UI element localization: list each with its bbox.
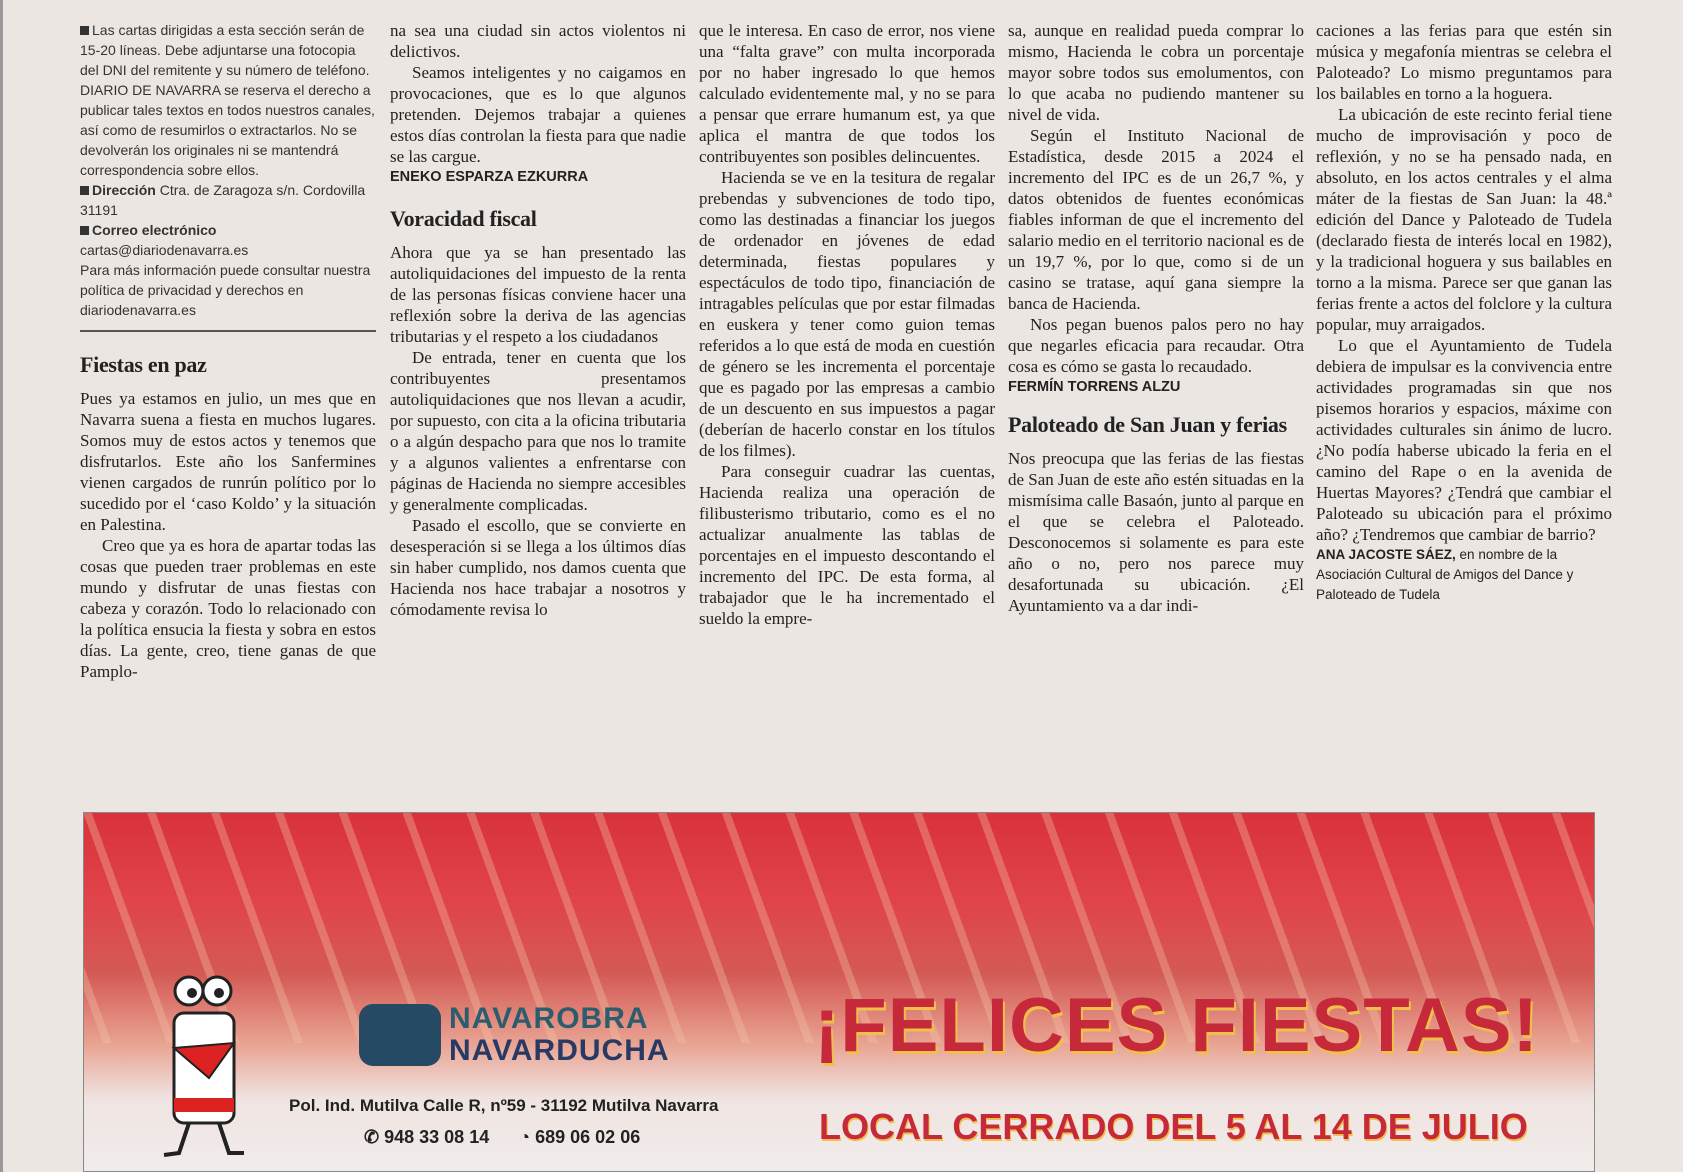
email-label: Correo electrónico (92, 222, 217, 238)
paragraph: La ubicación de este recinto ferial tiene mucho de improvisación y poco de reflexión, y no se ha pensado nada, en absoluto, en los actos centrales y el alma máter de la fiestas de San Juan: la 48.ª edición del Dance y Paloteado de Tudela (declarado fiesta de interés local en 1982), y la tradicional hoguera y sus bailables en torno a la misma. Parece ser que ganan las ferias frente a actos del folclore y la cultura popular, muy arraigados. (1316, 105, 1612, 334)
paragraph: Nos pegan buenos palos pero no hay que negarles eficacia para recaudar. Otra cosa es cómo se gasta lo recaudado. (1008, 315, 1304, 376)
brand-line-2: NAVARDUCHA (449, 1034, 670, 1067)
letter-title: Fiestas en paz (80, 352, 207, 377)
paragraph: na sea una ciudad sin actos violentos ni delictivos. (390, 21, 686, 61)
paragraph: sa, aunque en realidad pueda comprar lo mismo, Hacienda le cobra un porcentaje mayor sobre todos sus emolumentos, con lo que acaba no pudiendo mantener su nivel de vida. (1008, 21, 1304, 124)
paragraph: Creo que ya es hora de apartar todas las cosas que pueden traer problemas en este mundo y disfrutar de unas fiestas con cabeza y corazón. Todo lo relacionado con la política ensucia la fiesta y sobra en estos días. La gente, creo, tiene ganas de que Pamplo- (80, 536, 376, 681)
page-edge (0, 0, 3, 1172)
letter-author: FERMÍN TORRENS ALZU (1008, 379, 1181, 395)
paragraph: Nos preocupa que las ferias de las fiestas de San Juan de este año estén situadas en la mismísima calle Basaón, junto al parque en el que se celebra el Paloteado. Desconocemos si solamente es para este año o no, pero nos parece muy desafortunada su ubicación. ¿El Ayuntamiento va a dar indi- (1008, 449, 1305, 615)
submission-rules: Las cartas dirigidas a esta sección serán de 15-20 líneas. Debe adjuntarse una fotocopia del DNI del remitente y su número de teléfono. DIARIO DE NAVARRA se reserva el derecho a publicar tales textos en todos nuestros canales, así como de resumirlos o extractarlos. No se devolverán los originales ni se mantendrá correspondencia sobre ellos. (80, 22, 375, 178)
ad-address: Pol. Ind. Mutilva Calle R, nº59 - 31192 Mutilva Navarra (289, 1096, 719, 1115)
paragraph: que le interesa. En caso de error, nos viene una “falta grave” con multa incorporada por no haber ingresado lo que hemos calculado evidentemente mal, y no se para a pensar que errare humanum est, ya que aplica el mantra de que todos los contribuyentes son posibles delincuentes. (699, 21, 995, 166)
column-4 (1008, 20, 1304, 616)
letter-author: ENEKO ESPARZA EZKURRA (390, 169, 589, 185)
phone: ✆ 948 33 08 14 (364, 1127, 490, 1147)
address-label: Dirección (92, 182, 156, 198)
author-note: en nombre de la Asociación Cultural de Amigos del Dance y Paloteado de Tudela (1316, 547, 1574, 602)
paragraph: Lo que el Ayuntamiento de Tudela debiera de impulsar es la convivencia entre actividades programadas sin que nos pisemos horarios y espacios, máxime con actividades culturales sin ánimo de lucro. ¿No podía haberse ubicado la feria en el camino del Rape o en la avenida de Huertas Mayores? ¿Tendrá que cambiar el Paloteado su ubicación para el próximo año? ¿Tendremos que cambiar de barrio? (1316, 336, 1612, 544)
letter-title: Paloteado de San Juan y ferias (1008, 412, 1287, 437)
ad-subheadline: LOCAL CERRADO DEL 5 AL 14 DE JULIO (819, 1106, 1528, 1147)
column-2 (390, 20, 686, 620)
privacy-note: Para más información puede consultar nuestra política de privacidad y derechos en diariodenavarra.es (80, 262, 371, 318)
navarobra-logo (359, 1003, 670, 1067)
paragraph: Para conseguir cuadrar las cuentas, Hacienda realiza una operación de filibusterismo tributario, como es el no actualizar anualmente las tablas de porcentajes en el impuesto descontando el incremento del IPC. De esta forma, al trabajador que le ha incrementado el sueldo la empre- (699, 462, 995, 628)
whatsapp-icon: ◔ (519, 1127, 531, 1147)
advertisement-banner (83, 812, 1595, 1172)
logo-mark (359, 1004, 441, 1066)
paragraph: Según el Instituto Nacional de Estadística, desde 2015 a 2024 el incremento del IPC es de un 26,7 %, y datos obtenidos de fuentes económicas fiables informan de que el incremento del salario medio en el territorio nacional es de un 19,7 %, por lo que, como si de un casino se tratase, aquí gana siempre la banca de Hacienda. (1008, 126, 1304, 313)
email-link[interactable]: cartas@diariodenavarra.es (80, 242, 249, 258)
phone-icon: ✆ (364, 1127, 380, 1147)
letters-info-box (80, 20, 376, 320)
column-1 (80, 20, 376, 682)
column-5 (1316, 20, 1612, 617)
whatsapp: ◔ 689 06 02 06 (519, 1127, 641, 1147)
paragraph: Pasado el escollo, que se convierte en desesperación si se llega a los últimos días sin haber cumplido, nos damos cuenta que Hacienda nos hace trabajar a nosotros y cómodamente revisa lo (390, 516, 686, 619)
column-3 (699, 20, 995, 629)
ad-headline: ¡FELICES FIESTAS! (814, 983, 1539, 1068)
address: Ctra. de Zaragoza s/n. Cordovilla 31191 (80, 182, 366, 218)
paragraph: Hacienda se ve en la tesitura de regalar prebendas y subvenciones de todo tipo, como las destinadas a financiar los juegos de ordenador en jóvenes de edad determinada, fiestas populares y espectáculos de todo tipo, financiación de intragables películas que por estar filmadas en euskera y tener como guion temas referidos a lo que está de moda en cuestión de género se les incrementa el porcentaje que es pagado por las empresas a cambio de un descuento en sus impuestos a pagar (deberían de hacerlo constar en los títulos de los filmes). (699, 168, 995, 460)
letter-author: ANA JACOSTE SÁEZ, en nombre de la Asociación Cultural de Amigos del Dance y Paloteado de Tudela (1316, 547, 1574, 602)
paragraph: De entrada, tener en cuenta que los contribuyentes presentamos autoliquidaciones que nos llevan a acudir, por supuesto, con cita a la oficina tributaria o a algún despacho para que nos lo tramite y a algunos valientes a enfrentarse con páginas de Hacienda no siempre accesibles y generalmente complicadas. (390, 348, 686, 514)
divider (80, 330, 376, 332)
paragraph: caciones a las ferias para que estén sin música y megafonía mientras se celebra el Paloteado? Lo mismo preguntamos para los bailables en torno a la hoguera. (1316, 21, 1612, 103)
paragraph: Pues ya estamos en julio, un mes que en Navarra suena a fiesta en muchos lugares. Somos muy de estos actos y tenemos que disfrutarlos. Este año los Sanfermines vienen cargados de runrún político por lo sucedido por el ‘caso Koldo’ y la situación en Palestina. (80, 389, 376, 534)
brand-line-1: NAVAROBRA (449, 1002, 649, 1035)
mascot-icon (139, 973, 269, 1163)
paragraph: Ahora que ya se han presentado las autoliquidaciones del impuesto de la renta de las personas físicas conviene hacer una reflexión sobre la deriva de las agencias tributarias y el respeto a los ciudadanos (390, 243, 686, 346)
paragraph: Seamos inteligentes y no caigamos en provocaciones, que es lo que algunos pretenden. Dejemos trabajar a quienes estos días controlan la fiesta para que nadie se las cargue. (390, 63, 686, 166)
letter-title: Voracidad fiscal (390, 206, 537, 231)
